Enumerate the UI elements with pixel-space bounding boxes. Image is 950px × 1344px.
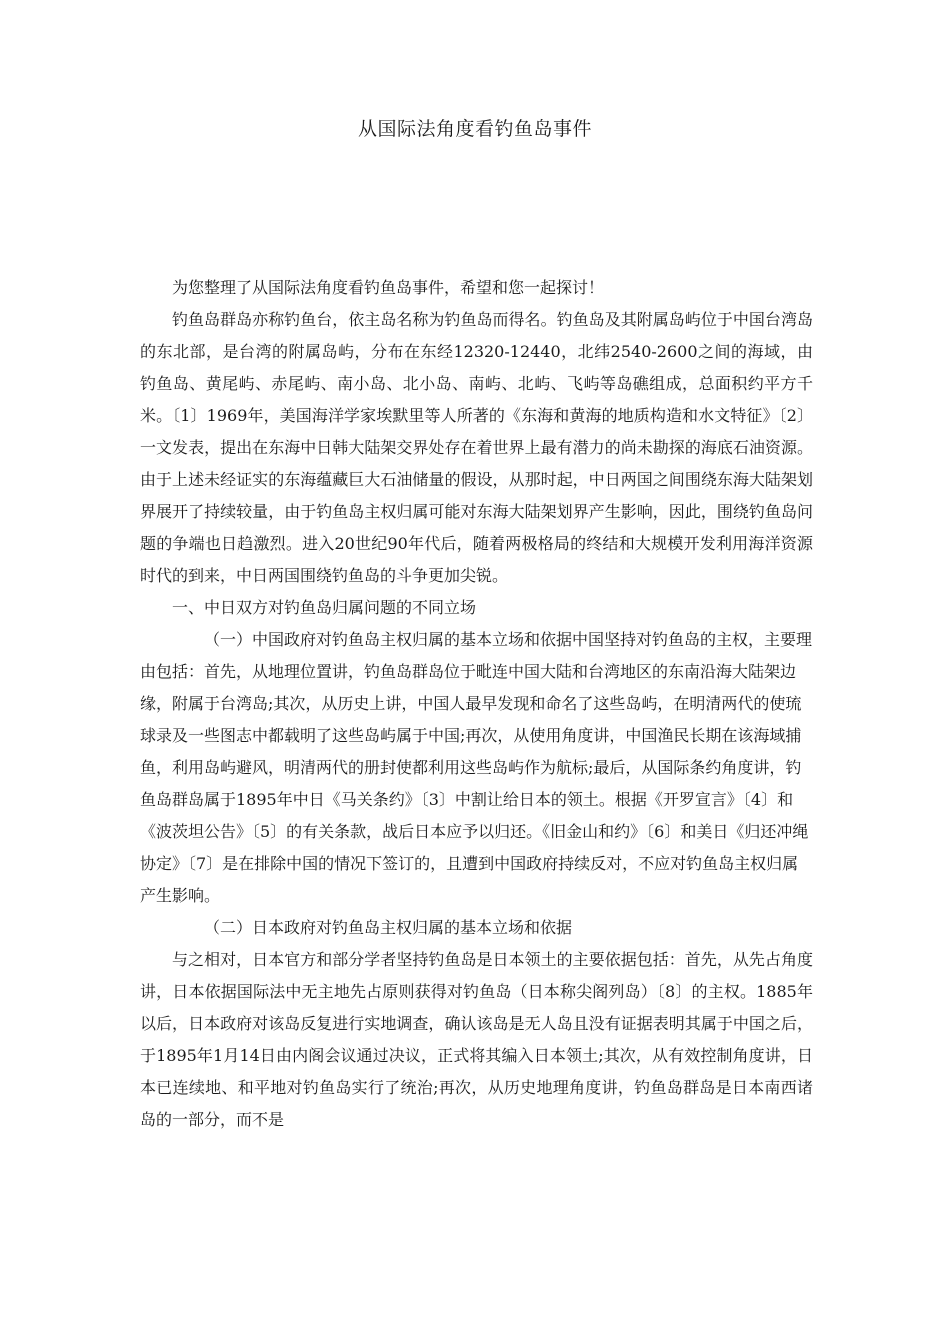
subsection-heading-2: （二）日本政府对钓鱼岛主权归属的基本立场和依据 (204, 918, 573, 937)
background-paragraph: 钓鱼岛群岛亦称钓鱼台，依主岛名称为钓鱼岛而得名。钓鱼岛及其附属岛屿位于中国台湾岛的东北部，是台湾的附属岛屿，分布在东经12320-12440，北纬2540-2600之间的海域，由钓鱼岛、黄尾屿、赤尾屿、南小岛、北小岛、南屿、北屿、飞屿等岛礁组成，总面积约平方千米。〔1〕1969年，美国海洋学家埃默里等人所著的《东海和黄海的地质构造和水文特征》〔2〕一文发表，提出在东海中日韩大陆架交界处存在着世界上最有潜力的尚未勘探的海底石油资源。由于上述未经证实的东海蕴藏巨大石油储量的假设，从那时起，中日两国之间围绕东海大陆架划界展开了持续较量，由于钓鱼岛主权归属可能对东海大陆架划界产生影响，因此，围绕钓鱼岛问题的争端也日趋激烈。进入20世纪90年代后，随着两极格局的终结和大规模开发利用海洋资源时代的到来，中日两国围绕钓鱼岛的斗争更加尖锐。 (140, 310, 813, 585)
japan-position-paragraph: 与之相对，日本官方和部分学者坚持钓鱼岛是日本领土的主要依据包括：首先，从先占角度讲，日本依据国际法中无主地先占原则获得对钓鱼岛（日本称尖阁列岛）〔8〕的主权。1885年以后，日本政府对该岛反复进行实地调查，确认该岛是无人岛且没有证据表明其属于中国之后，于1895年1月14日由内阁会议通过决议，正式将其编入日本领土;其次，从有效控制角度讲，日本已连续地、和平地对钓鱼岛实行了统治;再次，从历史地理角度讲，钓鱼岛群岛是日本南西诸岛的一部分，而不是 (140, 950, 813, 1129)
document-title: 从国际法角度看钓鱼岛事件 (357, 118, 592, 140)
china-position-paragraph: （一）中国政府对钓鱼岛主权归属的基本立场和依据中国坚持对钓鱼岛的主权，主要理由包括：首先，从地理位置讲，钓鱼岛群岛位于毗连中国大陆和台湾地区的东南沿海大陆架边缘，附属于台湾岛;其次，从历史上讲，中国人最早发现和命名了这些岛屿，在明清两代的使琉球录及一些图志中都载明了这些岛屿属于中国;再次，从使用角度讲，中国渔民长期在该海域捕鱼，利用岛屿避风，明清两代的册封使都利用这些岛屿作为航标;最后，从国际条约角度讲，钓鱼岛群岛属于1895年中日《马关条约》〔3〕中割让给日本的领土。根据《开罗宣言》〔4〕和《波茨坦公告》〔5〕的有关条款，战后日本应予以归还。《旧金山和约》〔6〕和美日《归还冲绳协定》〔7〕是在排除中国的情况下签订的，且遭到中国政府持续反对，不应对钓鱼岛主权归属产生影响。 (140, 630, 813, 905)
intro-paragraph: 为您整理了从国际法角度看钓鱼岛事件，希望和您一起探讨！ (172, 278, 605, 297)
document-body (140, 272, 813, 1136)
section-heading-1: 一、中日双方对钓鱼岛归属问题的不同立场 (172, 598, 477, 617)
